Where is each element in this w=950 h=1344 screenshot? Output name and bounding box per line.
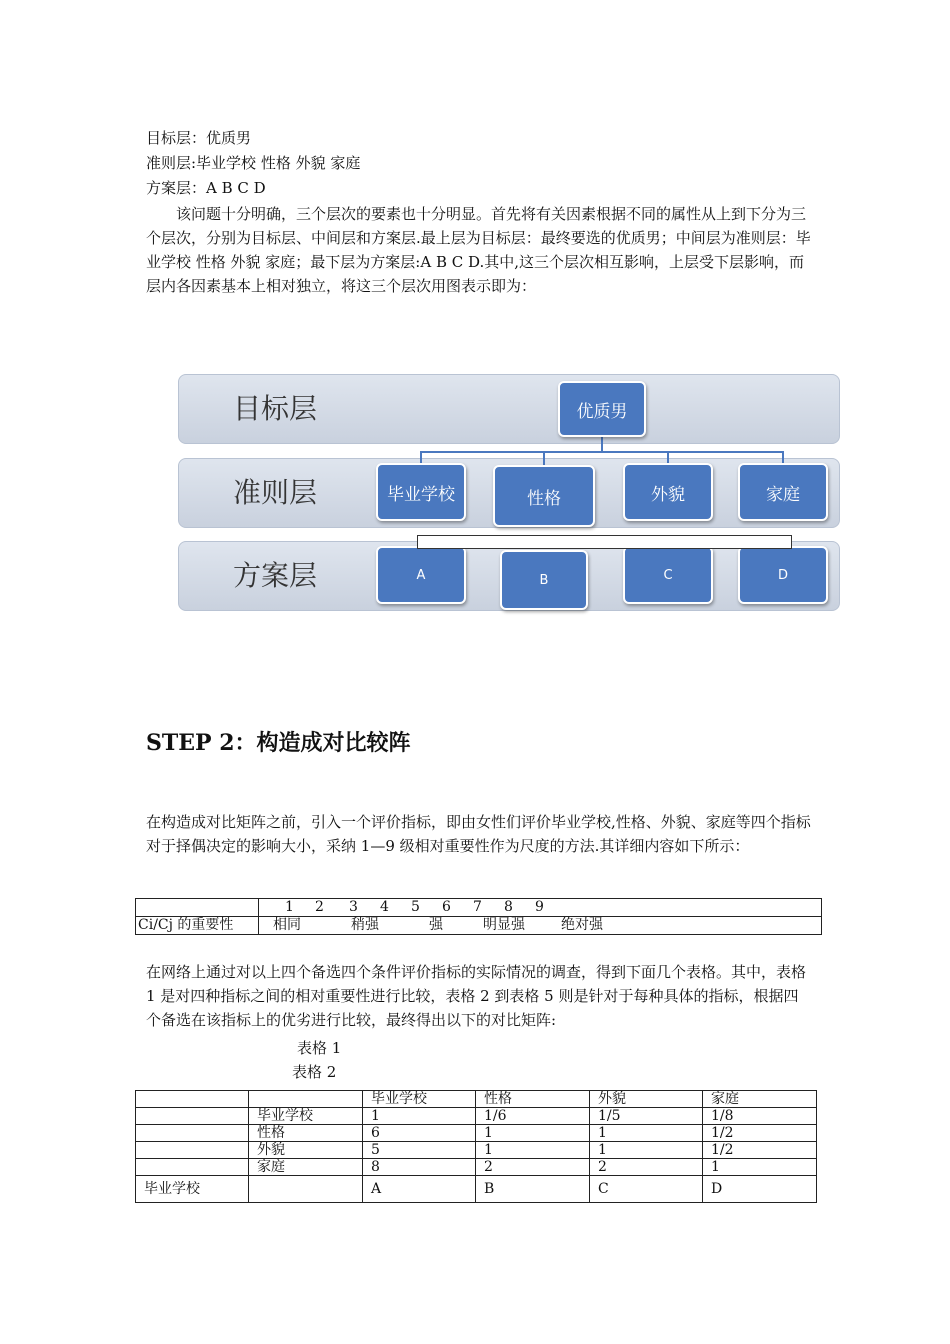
matrix-cell bbox=[136, 1142, 249, 1159]
scale-number: 7 bbox=[473, 899, 482, 915]
scale-number: 1 bbox=[285, 899, 294, 915]
matrix-cell: 外貌 bbox=[590, 1091, 703, 1108]
step2-heading: STEP 2：构造成对比较阵 bbox=[146, 730, 411, 756]
scale-number: 6 bbox=[442, 899, 451, 915]
scale-word: 绝对强 bbox=[561, 917, 603, 933]
table-row bbox=[136, 1142, 817, 1159]
matrix-cell bbox=[249, 1091, 363, 1108]
diagram-bar bbox=[417, 535, 792, 549]
scale-word: 明显强 bbox=[483, 917, 525, 933]
table-row bbox=[136, 1125, 817, 1142]
matrix-cell: A bbox=[363, 1176, 476, 1203]
node-goal: 优质男 bbox=[558, 381, 646, 437]
matrix-cell: 1/5 bbox=[590, 1108, 703, 1125]
band-goal-label: 目标层 bbox=[233, 392, 318, 425]
matrix-cell: 1/2 bbox=[703, 1125, 817, 1142]
scale-number: 9 bbox=[535, 899, 544, 915]
matrix-cell: 1/8 bbox=[703, 1108, 817, 1125]
matrix-header-row bbox=[136, 1091, 817, 1108]
matrix-cell: 毕业学校 bbox=[136, 1176, 249, 1203]
matrix-cell: 5 bbox=[363, 1142, 476, 1159]
matrix-cell: 2 bbox=[590, 1159, 703, 1176]
matrix-cell bbox=[136, 1108, 249, 1125]
node-criteria: 外貌 bbox=[623, 463, 713, 521]
matrix-cell: 1/2 bbox=[703, 1142, 817, 1159]
matrix-cell: 家庭 bbox=[703, 1091, 817, 1108]
connector bbox=[601, 436, 603, 452]
band-option-label: 方案层 bbox=[233, 559, 318, 592]
step2-paragraph-2: 在网络上通过对以上四个备选四个条件评价指标的实际情况的调查，得到下面几个表格。其中，表格 1 是对四种指标之间的相对重要性进行比较，表格 2 到表格 5 则是针对于每种具体的指标，根据四个备选在该指标上的优劣进行比较，最终得出以下的对比矩阵: bbox=[146, 963, 807, 1029]
scale-word: 相同 bbox=[273, 917, 301, 933]
table-row bbox=[136, 1108, 817, 1125]
scale-number: 5 bbox=[411, 899, 420, 915]
node-option: D bbox=[738, 546, 828, 604]
table-row bbox=[136, 1176, 817, 1203]
scale-row-label: Ci/Cj 的重要性 bbox=[136, 917, 259, 935]
option-layer-line: 方案层：A B C D bbox=[146, 179, 266, 197]
matrix-cell: 毕业学校 bbox=[363, 1091, 476, 1108]
goal-layer-line: 目标层：优质男 bbox=[146, 129, 252, 147]
table-caption-1: 表格 1 bbox=[297, 1039, 342, 1057]
matrix-cell: B bbox=[476, 1176, 590, 1203]
node-criteria: 性格 bbox=[493, 465, 595, 527]
matrix-cell bbox=[136, 1159, 249, 1176]
matrix-cell: 1 bbox=[590, 1142, 703, 1159]
scale-number: 8 bbox=[504, 899, 513, 915]
matrix-cell: 1/6 bbox=[476, 1108, 590, 1125]
matrix-cell: 外貌 bbox=[249, 1142, 363, 1159]
matrix-cell: 6 bbox=[363, 1125, 476, 1142]
matrix-cell: 2 bbox=[476, 1159, 590, 1176]
matrix-cell bbox=[136, 1091, 249, 1108]
comparison-matrix bbox=[135, 1090, 817, 1203]
matrix-cell: D bbox=[703, 1176, 817, 1203]
matrix-cell bbox=[136, 1125, 249, 1142]
table-caption-2: 表格 2 bbox=[292, 1063, 337, 1081]
node-criteria: 家庭 bbox=[738, 463, 828, 521]
band-criteria-label: 准则层 bbox=[233, 476, 318, 509]
matrix-cell: 性格 bbox=[249, 1125, 363, 1142]
scale-table bbox=[135, 898, 822, 935]
scale-number: 2 bbox=[315, 899, 324, 915]
scale-word: 强 bbox=[429, 917, 443, 933]
matrix-cell: C bbox=[590, 1176, 703, 1203]
node-option: B bbox=[500, 550, 588, 610]
matrix-cell: 8 bbox=[363, 1159, 476, 1176]
scale-words bbox=[259, 917, 822, 935]
matrix-cell bbox=[249, 1176, 363, 1203]
matrix-cell: 家庭 bbox=[249, 1159, 363, 1176]
node-criteria: 毕业学校 bbox=[376, 463, 466, 521]
node-option: C bbox=[623, 546, 713, 604]
connector bbox=[543, 451, 545, 465]
criteria-layer-line: 准则层:毕业学校 性格 外貌 家庭 bbox=[146, 154, 361, 172]
scale-number: 4 bbox=[380, 899, 389, 915]
matrix-cell: 1 bbox=[476, 1125, 590, 1142]
table-row bbox=[136, 1159, 817, 1176]
matrix-cell: 性格 bbox=[476, 1091, 590, 1108]
matrix-cell: 1 bbox=[363, 1108, 476, 1125]
matrix-cell: 1 bbox=[703, 1159, 817, 1176]
node-option: A bbox=[376, 546, 466, 604]
step2-paragraph-1: 在构造成对比矩阵之前，引入一个评价指标，即由女性们评价毕业学校,性格、外貌、家庭等四个指标对于择偶决定的影响大小，采纳 1—9 级相对重要性作为尺度的方法.其详细内容如下所示： bbox=[146, 813, 811, 855]
matrix-cell: 1 bbox=[590, 1125, 703, 1142]
matrix-cell: 1 bbox=[476, 1142, 590, 1159]
scale-word: 稍强 bbox=[351, 917, 379, 933]
connector bbox=[420, 451, 784, 453]
scale-number: 3 bbox=[349, 899, 358, 915]
intro-paragraph: 该问题十分明确，三个层次的要素也十分明显。首先将有关因素根据不同的属性从上到下分为三个层次，分别为目标层、中间层和方案层.最上层为目标层：最终要选的优质男；中间层为准则层：毕业学校 性格 外貌 家庭；最下层为方案层:A B C D.其中,这三个层次相互影响，上层受下层影响，而层内各因素基本上相对独立，将这三个层次用图表示即为： bbox=[146, 205, 811, 295]
scale-numbers bbox=[259, 899, 822, 917]
matrix-cell: 毕业学校 bbox=[249, 1108, 363, 1125]
